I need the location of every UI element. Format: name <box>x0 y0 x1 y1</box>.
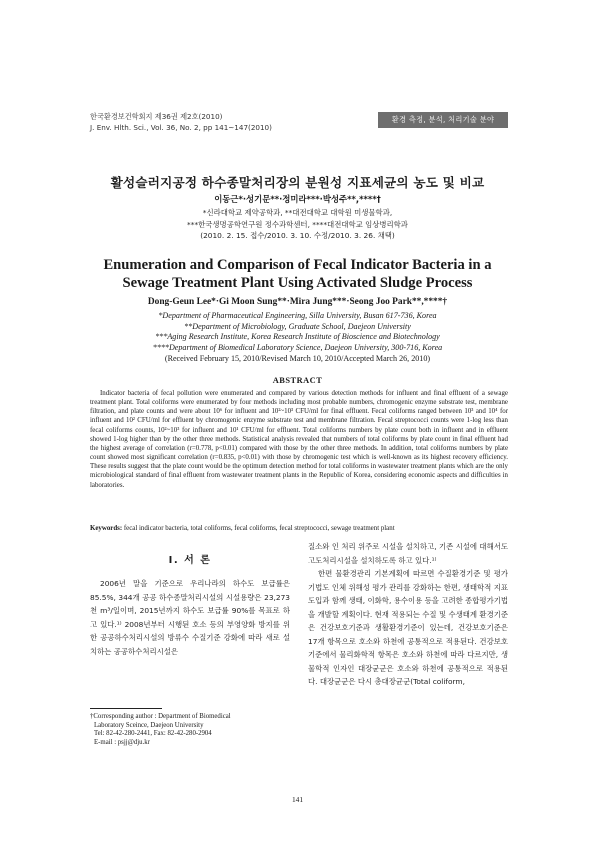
english-title <box>40 257 555 292</box>
english-affiliation-line: ****Department of Biomedical Laboratory Science, Daejeon University, 300-716, Korea <box>152 343 443 353</box>
english-affiliations <box>60 311 535 365</box>
english-affiliation-line: ***Aging Research Institute, Korea Research Institute of Bioscience and Biotechnology <box>155 332 440 342</box>
abstract-body <box>90 389 508 490</box>
footnote-rule <box>90 708 162 709</box>
corresponding-author-footnote <box>90 713 300 747</box>
korean-affiliation-line: ***한국생명공학연구원 정수과학센터, ****대전대학교 임상병리학과 <box>187 219 408 229</box>
footnote-line: †Corresponding author : Department of Biomedical <box>90 713 231 720</box>
korean-title: 활성슬러지공정 하수종말처리장의 분원성 지표세균의 농도 및 비교 <box>110 175 485 190</box>
abstract-heading: ABSTRACT <box>272 376 323 385</box>
keywords <box>90 524 508 533</box>
korean-received-dates: (2010. 2. 15. 접수/2010. 3. 10. 수정/2010. 3. 26. 채택) <box>200 231 395 241</box>
keywords-text: fecal indicator bacteria, total coliforms, fecal coliforms, fecal streptococci, sewage treatment plant <box>123 525 395 532</box>
english-title-line: Enumeration and Comparison of Fecal Indicator Bacteria in a <box>103 257 492 273</box>
keywords-label: Keywords: <box>90 525 123 532</box>
english-affiliation-line: **Department of Microbiology, Graduate School, Daejeon University <box>184 321 411 331</box>
english-title-line: Sewage Treatment Plant Using Activated Sludge Process <box>122 274 473 291</box>
journal-citation-english: J. Env. Hlth. Sci., Vol. 36, No. 2, pp 141~147(2010) <box>90 123 272 132</box>
section-tag: 환경 측정, 분석, 처리기술 분야 <box>378 112 508 128</box>
journal-citation-korean: 한국환경보건학회지 제36권 제2호(2010) <box>90 112 223 121</box>
english-authors: Dong-Geun Lee*·Gi Moon Sung**·Mira Jung***·Seong Joo Park**,****† <box>147 297 448 307</box>
introduction-paragraph: 2006년 말을 기준으로 우리나라의 하수도 보급률은 85.5%, 344개 공공 하수종말처리시설의 시설용량은 23,273천 m³/일이며, 2015년까지 하수도 보급률 90%를 목표로 하고 있다.¹⁾ 2008년부터 시행된 호소 등의 부영양화 방지를 위한 공공하수처리시설의 방류수 수질기준 강화에 따라 새로 설치하는 공공하수처리시설은 <box>90 579 290 656</box>
footnote-line: Tel: 82-42-280-2441, Fax: 82-42-280-2904 <box>94 730 212 738</box>
korean-affiliation-line: *신라대학교 제약공학과, **대전대학교 대학원 미생물학과, <box>202 208 393 217</box>
introduction-heading: I. 서 론 <box>168 555 212 566</box>
journal-citation <box>90 111 272 133</box>
abstract-text: Indicator bacteria of fecal pollution were enumerated and compared by various detection methods for influent and final effluent of a sewage treatment plant. Total coliforms were enumerated by four methods including most probable numbers, chromogenic enzyme substrate test, membrane filtration, and plate counts and were about 10⁶ for influent and 10²~10³ CFU/ml for final effluent. Fecal coliforms ranged between 10³ and 10⁴ for influent and 10² CFU/ml for effluent by chromogenic enzyme substrate test and membrane filtration. Fecal streptococci counts were 1-log less than fecal coliforms counts, 10²~10³ for influent and 10¹ CFU/ml for effluent. Total coliforms numbers by plate count both in influent and in effluent showed 1-log higher than by the other three methods. Statistical analysis revealed that numbers of total coliforms by plate count in final effluent had the highest average of correlation (r=0.778, p<0.01) compared with those by the other three methods. In addition, total coliforms numbers by plate count showed most significant correlation (r=0.835, p<0.01) with those by chromogenic test which is well-known as its highest recovery efficiency. These results suggest that the plate count would be the optimum detection method for total coliforms in wastewater treatment plants which are the only microbiological standard of final effluent from wastewater treatment plants in the Republic of Korea, considering economic aspects and difficulties in laboratories. <box>90 390 508 489</box>
footnote-line: Laboratory Sceince, Daejeon University <box>94 721 204 729</box>
introduction-paragraph: 한편 물환경관리 기본계획에 따르면 수질환경기준 및 평가기법도 인체 위해성 평가 관리를 강화하는 한편, 생태학적 지표 도입과 함께 생태, 이화학, 용수이용 등을 고려한 종합평가기법을 개발할 계획이다. 현재 적용되는 수질 및 수생태계 환경기준은 건강보호기준과 생활환경기준이 있는데, 건강보호기준은 17개 항목으로 호소와 하천에 공통적으로 적용된다. 건강보호기준에서 물리화학적 항목은 호소와 하천에 따라 다르지만, 생물학적 인자인 대장균군은 호소와 하천에 공통적으로 적용된다. 대장균군은 다시 총대장균군(Total coliform, <box>308 569 508 686</box>
introduction-left-column <box>90 577 290 658</box>
korean-authors: 이동근*·성기문**·정미라***·박성주**,****† <box>214 194 381 204</box>
introduction-right-column <box>308 540 508 689</box>
introduction-paragraph: 질소와 인 처리 위주로 시설을 설치하고, 기존 시설에 대해서도 고도처리시설을 설치하도록 하고 있다.¹⁾ <box>308 542 508 565</box>
footnote-line: E-mail : psjj@dju.kr <box>94 738 150 746</box>
korean-affiliations <box>60 207 535 242</box>
page-number: 141 <box>291 795 304 804</box>
english-affiliation-line: *Department of Pharmaceutical Engineering, Silla University, Busan 617-736, Korea <box>158 311 437 320</box>
english-received-dates: (Received February 15, 2010/Revised March 10, 2010/Accepted March 26, 2010) <box>164 353 431 363</box>
